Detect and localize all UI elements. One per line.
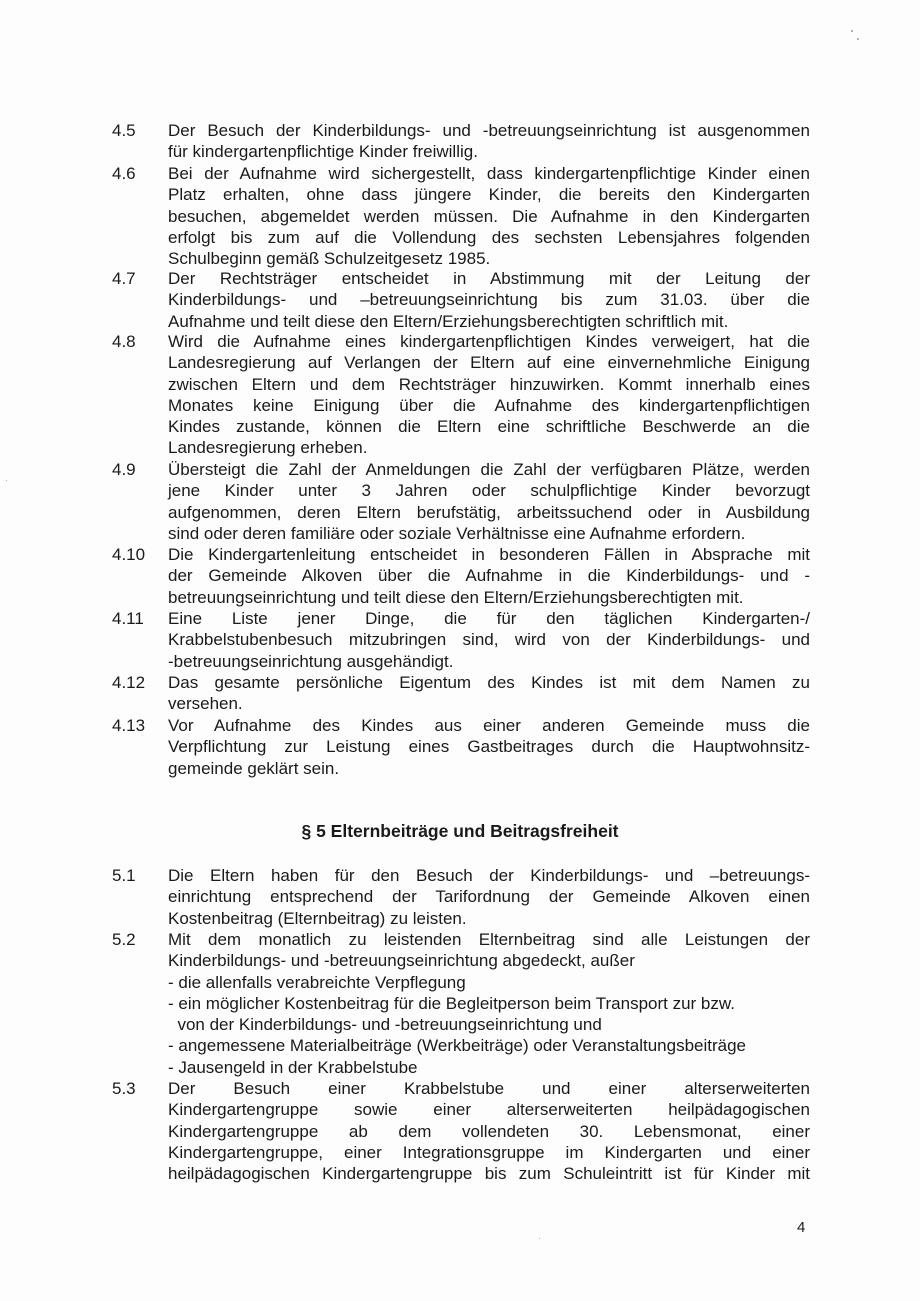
item-number: 4.9	[112, 460, 136, 479]
text-line: - die allenfalls verabreichte Verpflegung	[168, 972, 466, 992]
text-line: heilpädagogischen Kindergartengruppe bis zum Schuleintritt ist für Kinder mit	[168, 1164, 810, 1184]
item-number: 4.12	[112, 673, 146, 692]
scan-speck	[6, 480, 7, 481]
text-line: Der Rechtsträger entscheidet in Abstimmung mit der Leitung der	[168, 269, 810, 288]
text-line: Schulbeginn gemäß Schulzeitgesetz 1985.	[168, 249, 491, 269]
scan-speck	[857, 38, 859, 40]
item-text	[168, 608, 810, 672]
text-line: Aufnahme und teilt diese den Eltern/Erziehungsberechtigten schriftlich mit.	[168, 311, 729, 331]
text-line: Bei der Aufnahme wird sichergestellt, dass kindergartenpflichtige Kinder einen	[168, 164, 810, 183]
item-number: 4.6	[112, 164, 136, 183]
item-number: 5.2	[112, 930, 136, 949]
item-text	[168, 268, 810, 332]
text-line: Krabbelstubenbesuch mitzubringen sind, wird von der Kinderbildungs- und	[168, 630, 810, 650]
item-number: 4.11	[112, 609, 144, 628]
text-line: Eine Liste jener Dinge, die für den täglichen Kindergarten-/	[168, 609, 810, 628]
item-text	[168, 120, 810, 163]
text-line: Die Kindergartenleitung entscheidet in besonderen Fällen in Absprache mit	[168, 545, 810, 564]
item-text	[168, 865, 810, 929]
text-line: Vor Aufnahme des Kindes aus einer anderen Gemeinde muss die	[168, 716, 810, 735]
text-line: Kinderbildungs- und -betreuungseinrichtung abgedeckt, außer	[168, 951, 635, 971]
text-line: Wird die Aufnahme eines kindergartenpflichtigen Kindes verweigert, hat die	[168, 332, 810, 351]
text-line: zwischen Eltern und dem Rechtsträger hinzuwirken. Kommt innerhalb eines	[168, 374, 810, 394]
text-line: sind oder deren familiäre oder soziale Verhältnisse eine Aufnahme erfordern.	[168, 523, 746, 543]
scan-speck	[851, 30, 853, 32]
text-line: Monates keine Einigung über die Aufnahme des kindergartenpflichtigen	[168, 395, 810, 415]
text-line: für kindergartenpflichtige Kinder freiwillig.	[168, 142, 478, 162]
item-text	[168, 163, 810, 269]
text-line: - angemessene Materialbeiträge (Werkbeiträge) oder Veranstaltungsbeiträge	[168, 1036, 747, 1056]
item-text	[168, 331, 810, 459]
item-text	[168, 544, 810, 608]
scan-speck	[539, 1238, 540, 1239]
text-line: -betreuungseinrichtung ausgehändigt.	[168, 651, 454, 671]
text-line: Kindergartengruppe sowie einer alterserweiterten heilpädagogischen	[168, 1100, 810, 1120]
text-line: Übersteigt die Zahl der Anmeldungen die Zahl der verfügbaren Plätze, werden	[168, 460, 810, 479]
item-text	[168, 715, 810, 779]
item-number: 5.1	[112, 866, 136, 885]
text-line: jene Kinder unter 3 Jahren oder schulpflichtige Kinder bevorzugt	[168, 481, 810, 501]
item-number: 4.7	[112, 269, 136, 288]
item-text	[168, 459, 810, 544]
item-number: 4.10	[112, 545, 146, 564]
item-number: 4.8	[112, 332, 136, 351]
item-text	[168, 929, 810, 1078]
text-line: Der Besuch der Kinderbildungs- und -betreuungseinrichtung ist ausgenommen	[168, 121, 810, 140]
text-line: von der Kinderbildungs- und -betreuungseinrichtung und	[168, 1015, 602, 1035]
text-line: Landesregierung erheben.	[168, 438, 368, 458]
text-line: Kindes zustande, können die Eltern eine schriftliche Beschwerde an die	[168, 417, 810, 437]
text-line: gemeinde geklärt sein.	[168, 758, 340, 778]
text-line: betreuungseinrichtung und teilt diese den Eltern/Erziehungsberechtigten mit.	[168, 587, 744, 607]
text-line: aufgenommen, deren Eltern berufstätig, arbeitssuchend oder in Ausbildung	[168, 502, 810, 522]
item-number: 4.13	[112, 716, 146, 735]
text-line: - Jausengeld in der Krabbelstube	[168, 1057, 418, 1077]
text-line: Kindergartengruppe, einer Integrationsgruppe im Kindergarten und einer	[168, 1142, 810, 1162]
text-line: Mit dem monatlich zu leistenden Elternbeitrag sind alle Leistungen der	[168, 930, 810, 949]
text-line: besuchen, abgemeldet werden müssen. Die Aufnahme in den Kindergarten	[168, 206, 810, 226]
text-line: Kindergartengruppe ab dem vollendeten 30. Lebensmonat, einer	[168, 1121, 810, 1141]
section-heading: § 5 Elternbeiträge und Beitragsfreiheit	[301, 821, 619, 841]
text-line: - ein möglicher Kostenbeitrag für die Begleitperson beim Transport zur bzw.	[168, 993, 735, 1013]
item-number: 4.5	[112, 121, 136, 140]
text-line: Der Besuch einer Krabbelstube und einer alterserweiterten	[168, 1079, 810, 1098]
item-text	[168, 672, 810, 715]
text-line: Landesregierung auf Verlangen der Eltern auf eine einvernehmliche Einigung	[168, 353, 810, 373]
text-line: erfolgt bis zum auf die Vollendung des sechsten Lebensjahres folgenden	[168, 227, 810, 247]
text-line: Kinderbildungs- und –betreuungseinrichtung bis zum 31.03. über die	[168, 290, 810, 310]
text-line: versehen.	[168, 694, 243, 714]
text-line: Das gesamte persönliche Eigentum des Kindes ist mit dem Namen zu	[168, 673, 810, 692]
text-line: der Gemeinde Alkoven über die Aufnahme in die Kinderbildungs- und -	[168, 566, 810, 586]
text-line: Platz erhalten, ohne dass jüngere Kinder, die bereits den Kindergarten	[168, 185, 810, 205]
text-line: einrichtung entsprechend der Tarifordnung der Gemeinde Alkoven einen	[168, 887, 810, 907]
page-number: 4	[797, 1219, 806, 1236]
text-line: Die Eltern haben für den Besuch der Kinderbildungs- und –betreuungs-	[168, 866, 810, 885]
text-line: Verpflichtung zur Leistung eines Gastbeitrages durch die Hauptwohnsitz-	[168, 737, 810, 757]
item-number: 5.3	[112, 1079, 136, 1098]
text-line: Kostenbeitrag (Elternbeitrag) zu leisten.	[168, 908, 467, 928]
item-text	[168, 1078, 810, 1184]
